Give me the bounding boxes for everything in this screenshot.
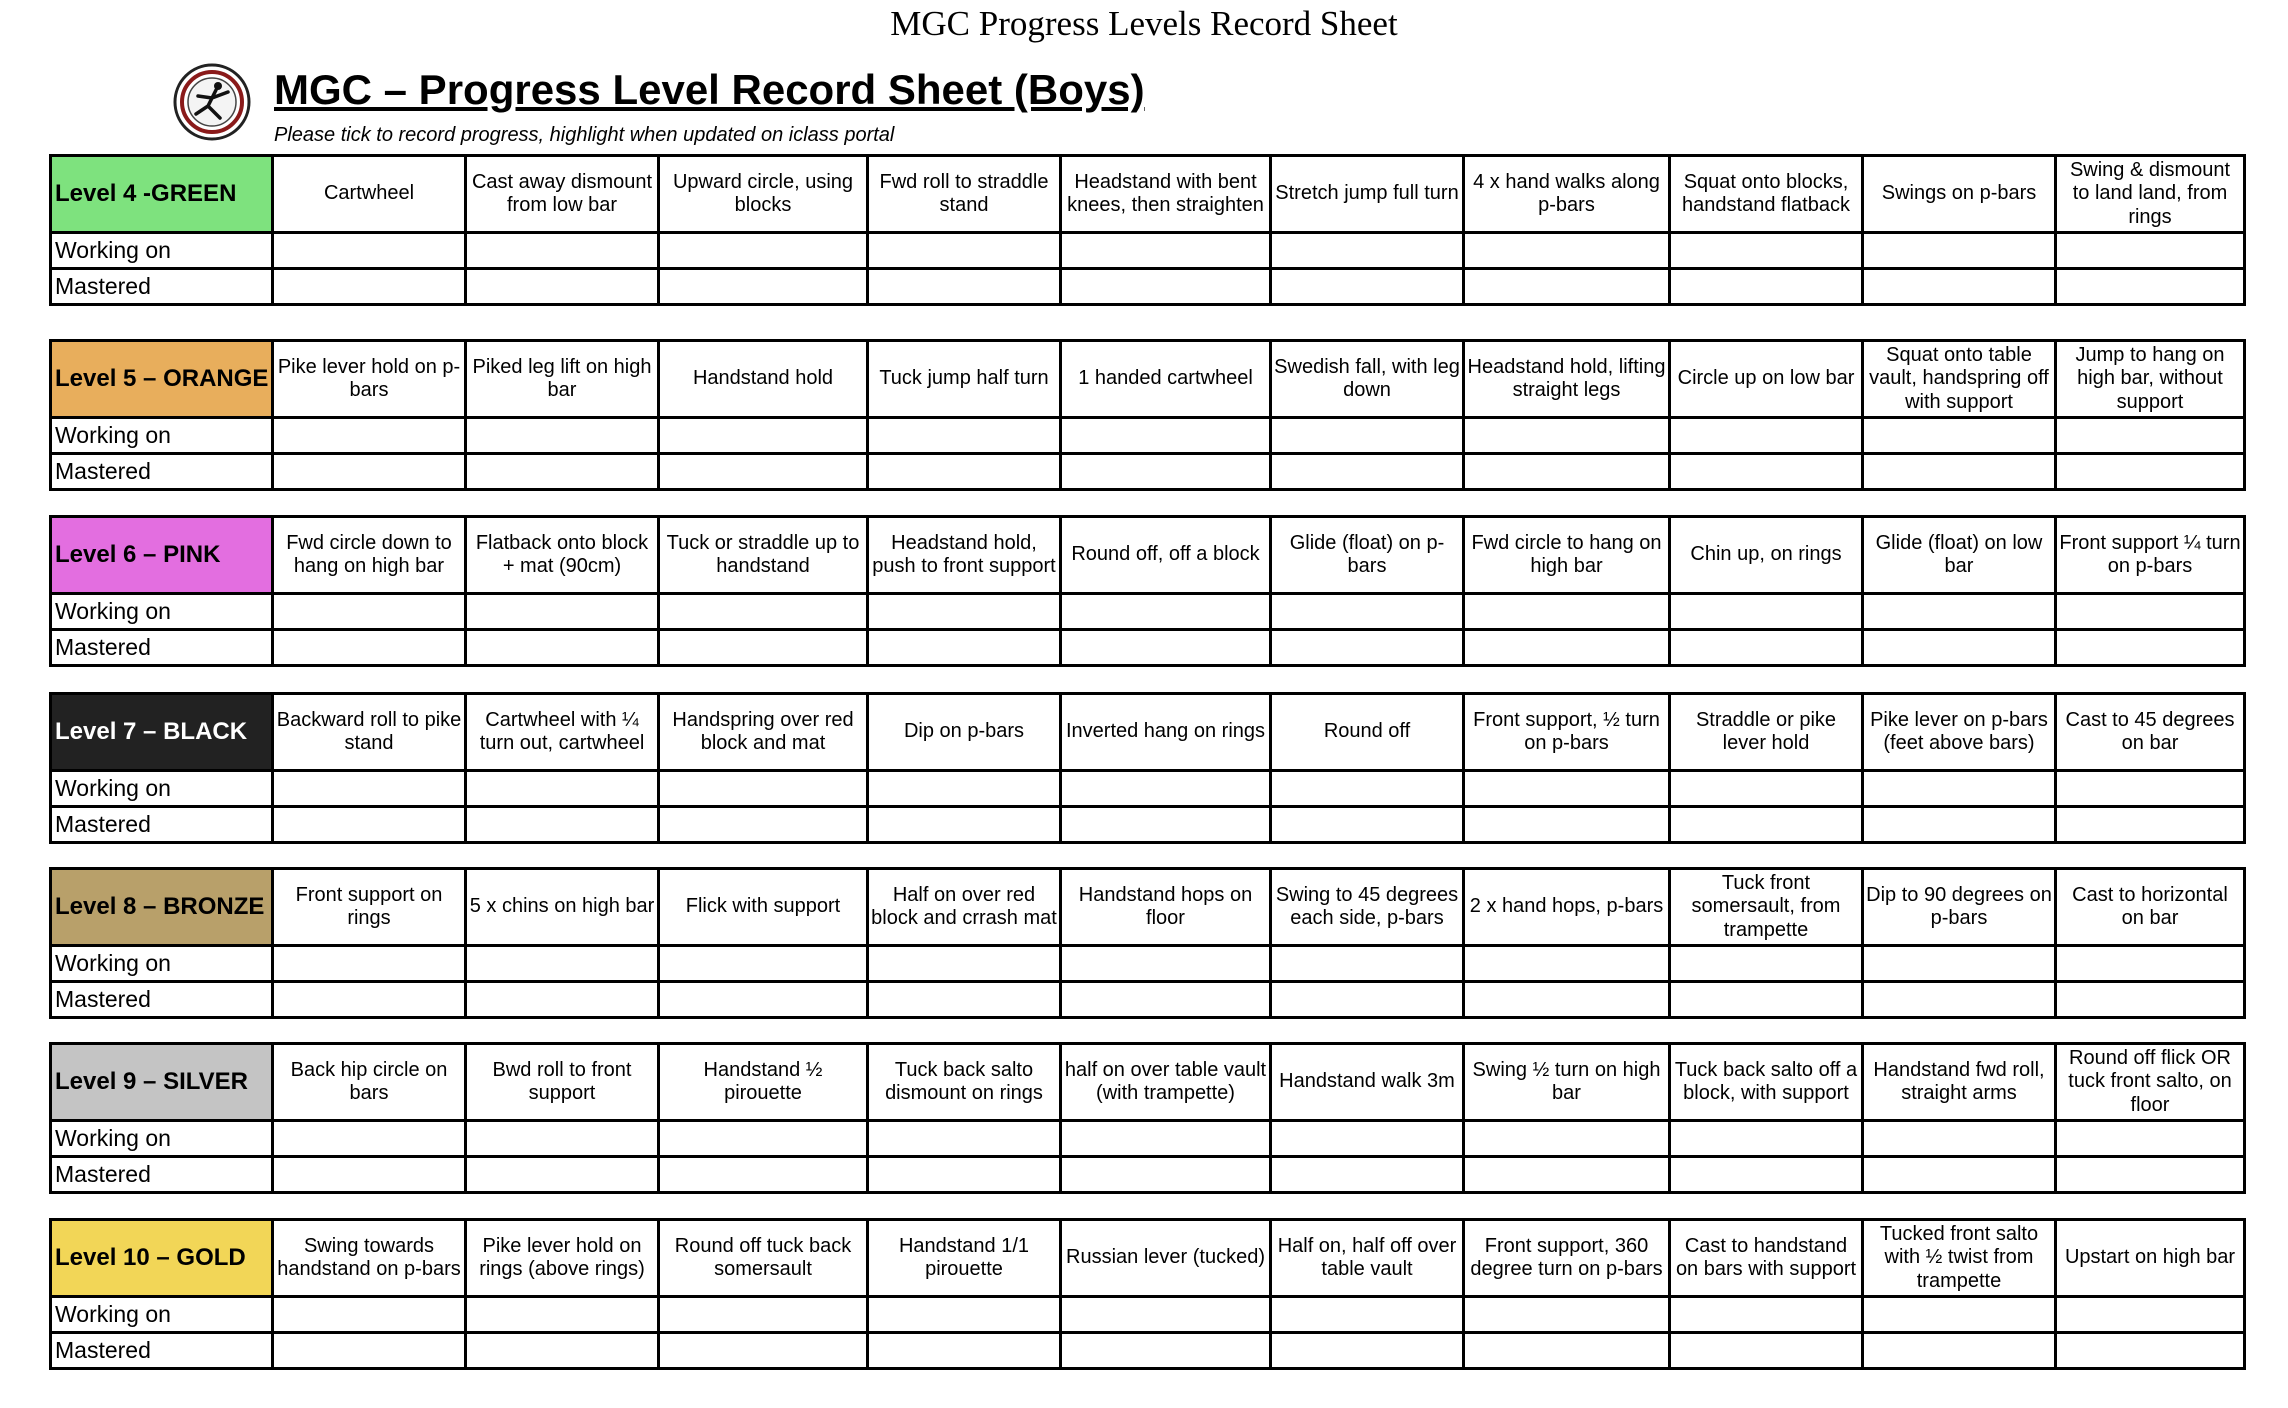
skill-cell: Flick with support <box>659 869 868 946</box>
mastered-tick-cell[interactable] <box>1271 454 1464 490</box>
skill-cell: Fwd circle down to hang on high bar <box>273 517 466 594</box>
sheet-title: MGC – Progress Level Record Sheet (Boys) <box>274 66 1145 113</box>
mastered-row <box>51 1333 2245 1369</box>
mastered-label: Mastered <box>51 807 273 843</box>
mastered-tick-cell[interactable] <box>273 1157 466 1193</box>
document-title: MGC Progress Levels Record Sheet <box>890 4 1398 43</box>
working-on-tick-cell[interactable] <box>1061 771 1271 807</box>
working-on-tick-cell[interactable] <box>273 1121 466 1157</box>
working-on-tick-cell[interactable] <box>273 771 466 807</box>
working-on-tick-cell[interactable] <box>466 1121 659 1157</box>
skill-cell: Jump to hang on high bar, without support <box>2056 341 2245 418</box>
mastered-tick-cell[interactable] <box>868 1157 1061 1193</box>
working-on-tick-cell[interactable] <box>659 594 868 630</box>
working-on-tick-cell[interactable] <box>1464 233 1670 269</box>
mastered-tick-cell[interactable] <box>659 454 868 490</box>
skill-cell: Handstand fwd roll, straight arms <box>1863 1044 2056 1121</box>
working-on-tick-cell[interactable] <box>1670 771 1863 807</box>
mastered-tick-cell[interactable] <box>868 269 1061 305</box>
mastered-tick-cell[interactable] <box>1863 982 2056 1018</box>
mastered-label: Mastered <box>51 269 273 305</box>
mastered-tick-cell[interactable] <box>2056 269 2245 305</box>
skill-cell: Russian lever (tucked) <box>1061 1220 1271 1297</box>
mastered-tick-cell[interactable] <box>1061 982 1271 1018</box>
working-on-label: Working on <box>51 418 273 454</box>
mastered-tick-cell[interactable] <box>868 1333 1061 1369</box>
mastered-tick-cell[interactable] <box>659 1333 868 1369</box>
skill-cell: Cast to 45 degrees on bar <box>2056 694 2245 771</box>
mastered-tick-cell[interactable] <box>1464 1333 1670 1369</box>
skill-cell: Back hip circle on bars <box>273 1044 466 1121</box>
working-on-tick-cell[interactable] <box>1271 594 1464 630</box>
mastered-tick-cell[interactable] <box>1863 630 2056 666</box>
working-on-tick-cell[interactable] <box>1061 233 1271 269</box>
mastered-tick-cell[interactable] <box>2056 1333 2245 1369</box>
skill-cell: Swing towards handstand on p-bars <box>273 1220 466 1297</box>
mastered-tick-cell[interactable] <box>1670 630 1863 666</box>
skill-cell: Front support ¼ turn on p-bars <box>2056 517 2245 594</box>
skills-row <box>51 517 2245 594</box>
mastered-tick-cell[interactable] <box>1464 807 1670 843</box>
mastered-tick-cell[interactable] <box>466 269 659 305</box>
mastered-tick-cell[interactable] <box>1464 1157 1670 1193</box>
skill-cell: Piked leg lift on high bar <box>466 341 659 418</box>
mastered-tick-cell[interactable] <box>1061 1157 1271 1193</box>
mastered-tick-cell[interactable] <box>273 269 466 305</box>
working-on-tick-cell[interactable] <box>2056 946 2245 982</box>
working-on-tick-cell[interactable] <box>868 946 1061 982</box>
skill-cell: Round off, off a block <box>1061 517 1271 594</box>
skill-cell: Tuck or straddle up to handstand <box>659 517 868 594</box>
working-on-tick-cell[interactable] <box>868 1121 1061 1157</box>
skills-row <box>51 694 2245 771</box>
skills-row <box>51 341 2245 418</box>
mastered-tick-cell[interactable] <box>466 454 659 490</box>
skill-cell: Handstand 1/1 pirouette <box>868 1220 1061 1297</box>
mastered-label: Mastered <box>51 1333 273 1369</box>
mastered-tick-cell[interactable] <box>2056 1157 2245 1193</box>
mastered-tick-cell[interactable] <box>1670 807 1863 843</box>
working-on-tick-cell[interactable] <box>868 233 1061 269</box>
skill-cell: 5 x chins on high bar <box>466 869 659 946</box>
mastered-tick-cell[interactable] <box>1670 269 1863 305</box>
mastered-tick-cell[interactable] <box>1863 807 2056 843</box>
mastered-tick-cell[interactable] <box>1271 1333 1464 1369</box>
working-on-tick-cell[interactable] <box>868 418 1061 454</box>
skill-cell: Fwd roll to straddle stand <box>868 156 1061 233</box>
working-on-tick-cell[interactable] <box>1863 418 2056 454</box>
skill-cell: Front support on rings <box>273 869 466 946</box>
mastered-tick-cell[interactable] <box>1464 454 1670 490</box>
mastered-tick-cell[interactable] <box>1670 982 1863 1018</box>
mastered-tick-cell[interactable] <box>659 1157 868 1193</box>
level-table <box>49 515 2246 667</box>
working-on-tick-cell[interactable] <box>1464 1297 1670 1333</box>
mastered-tick-cell[interactable] <box>273 807 466 843</box>
skill-cell: Dip to 90 degrees on p-bars <box>1863 869 2056 946</box>
skill-cell: Circle up on low bar <box>1670 341 1863 418</box>
skill-cell: Swings on p-bars <box>1863 156 2056 233</box>
skill-cell: Flatback onto block + mat (90cm) <box>466 517 659 594</box>
mastered-tick-cell[interactable] <box>466 630 659 666</box>
working-on-tick-cell[interactable] <box>2056 594 2245 630</box>
working-on-label: Working on <box>51 594 273 630</box>
skill-cell: Half on over red block and crrash mat <box>868 869 1061 946</box>
mastered-tick-cell[interactable] <box>868 454 1061 490</box>
mastered-tick-cell[interactable] <box>2056 454 2245 490</box>
mastered-tick-cell[interactable] <box>1863 454 2056 490</box>
skill-cell: Inverted hang on rings <box>1061 694 1271 771</box>
skill-cell: Round off tuck back somersault <box>659 1220 868 1297</box>
level-label: Level 5 – ORANGE <box>51 341 273 418</box>
skill-cell: Swing & dismount to land land, from rings <box>2056 156 2245 233</box>
skill-cell: Handspring over red block and mat <box>659 694 868 771</box>
working-on-tick-cell[interactable] <box>1670 1297 1863 1333</box>
skill-cell: Pike lever hold on p-bars <box>273 341 466 418</box>
sheet-instructions: Please tick to record progress, highlight when updated on iclass portal <box>274 124 895 146</box>
mastered-tick-cell[interactable] <box>659 807 868 843</box>
level-table <box>49 1218 2246 1370</box>
mastered-tick-cell[interactable] <box>1464 630 1670 666</box>
skill-cell: Squat onto blocks, handstand flatback <box>1670 156 1863 233</box>
skill-cell: Handstand walk 3m <box>1271 1044 1464 1121</box>
mastered-tick-cell[interactable] <box>1464 269 1670 305</box>
working-on-tick-cell[interactable] <box>2056 233 2245 269</box>
mastered-tick-cell[interactable] <box>1271 807 1464 843</box>
skill-cell: Pike lever hold on rings (above rings) <box>466 1220 659 1297</box>
mastered-row <box>51 982 2245 1018</box>
working-on-tick-cell[interactable] <box>2056 771 2245 807</box>
club-logo-gymnast-icon <box>172 62 252 142</box>
skill-cell: Cartwheel <box>273 156 466 233</box>
skill-cell: Tuck jump half turn <box>868 341 1061 418</box>
working-on-tick-cell[interactable] <box>1464 418 1670 454</box>
working-on-tick-cell[interactable] <box>273 418 466 454</box>
mastered-tick-cell[interactable] <box>273 454 466 490</box>
working-on-tick-cell[interactable] <box>659 771 868 807</box>
working-on-tick-cell[interactable] <box>466 594 659 630</box>
working-on-tick-cell[interactable] <box>273 594 466 630</box>
mastered-tick-cell[interactable] <box>659 269 868 305</box>
skill-cell: Cast away dismount from low bar <box>466 156 659 233</box>
working-on-tick-cell[interactable] <box>2056 418 2245 454</box>
working-on-tick-cell[interactable] <box>273 1297 466 1333</box>
working-on-tick-cell[interactable] <box>868 771 1061 807</box>
working-on-tick-cell[interactable] <box>273 233 466 269</box>
working-on-tick-cell[interactable] <box>1271 1121 1464 1157</box>
mastered-tick-cell[interactable] <box>1670 1333 1863 1369</box>
working-on-tick-cell[interactable] <box>659 1121 868 1157</box>
working-on-tick-cell[interactable] <box>1464 594 1670 630</box>
mastered-tick-cell[interactable] <box>466 1157 659 1193</box>
mastered-tick-cell[interactable] <box>868 630 1061 666</box>
mastered-row <box>51 807 2245 843</box>
skill-cell: Swing to 45 degrees each side, p-bars <box>1271 869 1464 946</box>
working-on-tick-cell[interactable] <box>1271 771 1464 807</box>
mastered-tick-cell[interactable] <box>1061 807 1271 843</box>
skill-cell: Cast to horizontal on bar <box>2056 869 2245 946</box>
working-on-tick-cell[interactable] <box>1863 233 2056 269</box>
working-on-tick-cell[interactable] <box>466 418 659 454</box>
working-on-label: Working on <box>51 1297 273 1333</box>
skill-cell: Headstand hold, lifting straight legs <box>1464 341 1670 418</box>
working-on-tick-cell[interactable] <box>1863 594 2056 630</box>
working-on-tick-cell[interactable] <box>1464 1121 1670 1157</box>
working-on-tick-cell[interactable] <box>1670 418 1863 454</box>
working-on-tick-cell[interactable] <box>1863 946 2056 982</box>
level-table <box>49 339 2246 491</box>
mastered-row <box>51 454 2245 490</box>
skill-cell: Headstand hold, push to front support <box>868 517 1061 594</box>
working-on-row <box>51 946 2245 982</box>
skill-cell: Half on, half off over table vault <box>1271 1220 1464 1297</box>
mastered-tick-cell[interactable] <box>466 807 659 843</box>
working-on-tick-cell[interactable] <box>1271 946 1464 982</box>
level-label: Level 9 – SILVER <box>51 1044 273 1121</box>
working-on-tick-cell[interactable] <box>1061 946 1271 982</box>
skill-cell: Squat onto table vault, handspring off with support <box>1863 341 2056 418</box>
skill-cell: Swing ½ turn on high bar <box>1464 1044 1670 1121</box>
skills-row <box>51 869 2245 946</box>
working-on-tick-cell[interactable] <box>1061 594 1271 630</box>
skills-row <box>51 1220 2245 1297</box>
mastered-tick-cell[interactable] <box>1061 630 1271 666</box>
working-on-row <box>51 418 2245 454</box>
mastered-tick-cell[interactable] <box>273 630 466 666</box>
skill-cell: Round off <box>1271 694 1464 771</box>
working-on-tick-cell[interactable] <box>659 233 868 269</box>
working-on-tick-cell[interactable] <box>868 594 1061 630</box>
skill-cell: Straddle or pike lever hold <box>1670 694 1863 771</box>
level-label: Level 6 – PINK <box>51 517 273 594</box>
working-on-tick-cell[interactable] <box>659 1297 868 1333</box>
skills-row <box>51 156 2245 233</box>
mastered-tick-cell[interactable] <box>1670 1157 1863 1193</box>
mastered-tick-cell[interactable] <box>466 982 659 1018</box>
mastered-tick-cell[interactable] <box>273 1333 466 1369</box>
working-on-tick-cell[interactable] <box>466 771 659 807</box>
mastered-tick-cell[interactable] <box>1271 269 1464 305</box>
working-on-tick-cell[interactable] <box>466 1297 659 1333</box>
skill-cell: 4 x hand walks along p-bars <box>1464 156 1670 233</box>
mastered-tick-cell[interactable] <box>659 982 868 1018</box>
mastered-label: Mastered <box>51 630 273 666</box>
skill-cell: Upstart on high bar <box>2056 1220 2245 1297</box>
working-on-tick-cell[interactable] <box>1271 418 1464 454</box>
working-on-row <box>51 594 2245 630</box>
working-on-row <box>51 1121 2245 1157</box>
mastered-label: Mastered <box>51 454 273 490</box>
working-on-tick-cell[interactable] <box>1863 1121 2056 1157</box>
working-on-tick-cell[interactable] <box>659 418 868 454</box>
working-on-tick-cell[interactable] <box>1863 1297 2056 1333</box>
skill-cell: Chin up, on rings <box>1670 517 1863 594</box>
skill-cell: Tuck back salto off a block, with support <box>1670 1044 1863 1121</box>
skill-cell: Bwd roll to front support <box>466 1044 659 1121</box>
mastered-tick-cell[interactable] <box>2056 982 2245 1018</box>
skill-cell: Handstand hops on floor <box>1061 869 1271 946</box>
mastered-tick-cell[interactable] <box>1271 982 1464 1018</box>
skill-cell: Backward roll to pike stand <box>273 694 466 771</box>
working-on-tick-cell[interactable] <box>273 946 466 982</box>
mastered-tick-cell[interactable] <box>1061 454 1271 490</box>
mastered-label: Mastered <box>51 1157 273 1193</box>
working-on-tick-cell[interactable] <box>1061 418 1271 454</box>
working-on-tick-cell[interactable] <box>1670 946 1863 982</box>
working-on-tick-cell[interactable] <box>868 1297 1061 1333</box>
working-on-label: Working on <box>51 233 273 269</box>
working-on-tick-cell[interactable] <box>1670 233 1863 269</box>
skill-cell: Upward circle, using blocks <box>659 156 868 233</box>
mastered-tick-cell[interactable] <box>1863 269 2056 305</box>
skill-cell: Round off flick OR tuck front salto, on floor <box>2056 1044 2245 1121</box>
working-on-tick-cell[interactable] <box>2056 1121 2245 1157</box>
working-on-label: Working on <box>51 771 273 807</box>
skill-cell: Glide (float) on low bar <box>1863 517 2056 594</box>
working-on-tick-cell[interactable] <box>1670 1121 1863 1157</box>
working-on-tick-cell[interactable] <box>466 233 659 269</box>
working-on-label: Working on <box>51 946 273 982</box>
skill-cell: Front support, ½ turn on p-bars <box>1464 694 1670 771</box>
level-label: Level 4 -GREEN <box>51 156 273 233</box>
working-on-tick-cell[interactable] <box>1670 594 1863 630</box>
working-on-tick-cell[interactable] <box>1271 1297 1464 1333</box>
skill-cell: Swedish fall, with leg down <box>1271 341 1464 418</box>
mastered-tick-cell[interactable] <box>466 1333 659 1369</box>
mastered-tick-cell[interactable] <box>1863 1333 2056 1369</box>
mastered-row <box>51 630 2245 666</box>
mastered-tick-cell[interactable] <box>868 807 1061 843</box>
mastered-tick-cell[interactable] <box>2056 807 2245 843</box>
skill-cell: Headstand with bent knees, then straighten <box>1061 156 1271 233</box>
mastered-row <box>51 269 2245 305</box>
skill-cell: Front support, 360 degree turn on p-bars <box>1464 1220 1670 1297</box>
skills-row <box>51 1044 2245 1121</box>
skill-cell: Cartwheel with ¼ turn out, cartwheel <box>466 694 659 771</box>
mastered-tick-cell[interactable] <box>1271 1157 1464 1193</box>
working-on-tick-cell[interactable] <box>1061 1297 1271 1333</box>
skill-cell: Handstand hold <box>659 341 868 418</box>
skill-cell: Glide (float) on p-bars <box>1271 517 1464 594</box>
mastered-tick-cell[interactable] <box>868 982 1061 1018</box>
working-on-tick-cell[interactable] <box>1863 771 2056 807</box>
skill-cell: Stretch jump full turn <box>1271 156 1464 233</box>
level-label: Level 8 – BRONZE <box>51 869 273 946</box>
level-table <box>49 692 2246 844</box>
mastered-tick-cell[interactable] <box>1863 1157 2056 1193</box>
mastered-tick-cell[interactable] <box>2056 630 2245 666</box>
mastered-tick-cell[interactable] <box>1271 630 1464 666</box>
working-on-tick-cell[interactable] <box>1464 771 1670 807</box>
skill-cell: Fwd circle to hang on high bar <box>1464 517 1670 594</box>
skill-cell: Tuck back salto dismount on rings <box>868 1044 1061 1121</box>
skill-cell: 2 x hand hops, p-bars <box>1464 869 1670 946</box>
skill-cell: Dip on p-bars <box>868 694 1061 771</box>
level-table <box>49 1042 2246 1194</box>
level-label: Level 10 – GOLD <box>51 1220 273 1297</box>
mastered-tick-cell[interactable] <box>1670 454 1863 490</box>
skill-cell: Tucked front salto with ½ twist from trampette <box>1863 1220 2056 1297</box>
working-on-tick-cell[interactable] <box>1464 946 1670 982</box>
working-on-tick-cell[interactable] <box>2056 1297 2245 1333</box>
working-on-row <box>51 1297 2245 1333</box>
skill-cell: Tuck front somersault, from trampette <box>1670 869 1863 946</box>
working-on-row <box>51 233 2245 269</box>
level-table <box>49 867 2246 1019</box>
mastered-tick-cell[interactable] <box>1464 982 1670 1018</box>
working-on-tick-cell[interactable] <box>1061 1121 1271 1157</box>
level-label: Level 7 – BLACK <box>51 694 273 771</box>
mastered-row <box>51 1157 2245 1193</box>
working-on-label: Working on <box>51 1121 273 1157</box>
mastered-label: Mastered <box>51 982 273 1018</box>
mastered-tick-cell[interactable] <box>1061 269 1271 305</box>
skill-cell: Cast to handstand on bars with support <box>1670 1220 1863 1297</box>
mastered-tick-cell[interactable] <box>659 630 868 666</box>
working-on-tick-cell[interactable] <box>659 946 868 982</box>
level-table <box>49 154 2246 306</box>
working-on-tick-cell[interactable] <box>1271 233 1464 269</box>
mastered-tick-cell[interactable] <box>1061 1333 1271 1369</box>
working-on-tick-cell[interactable] <box>466 946 659 982</box>
skill-cell: half on over table vault (with trampette) <box>1061 1044 1271 1121</box>
skill-cell: 1 handed cartwheel <box>1061 341 1271 418</box>
mastered-tick-cell[interactable] <box>273 982 466 1018</box>
working-on-row <box>51 771 2245 807</box>
skill-cell: Handstand ½ pirouette <box>659 1044 868 1121</box>
skill-cell: Pike lever on p-bars (feet above bars) <box>1863 694 2056 771</box>
